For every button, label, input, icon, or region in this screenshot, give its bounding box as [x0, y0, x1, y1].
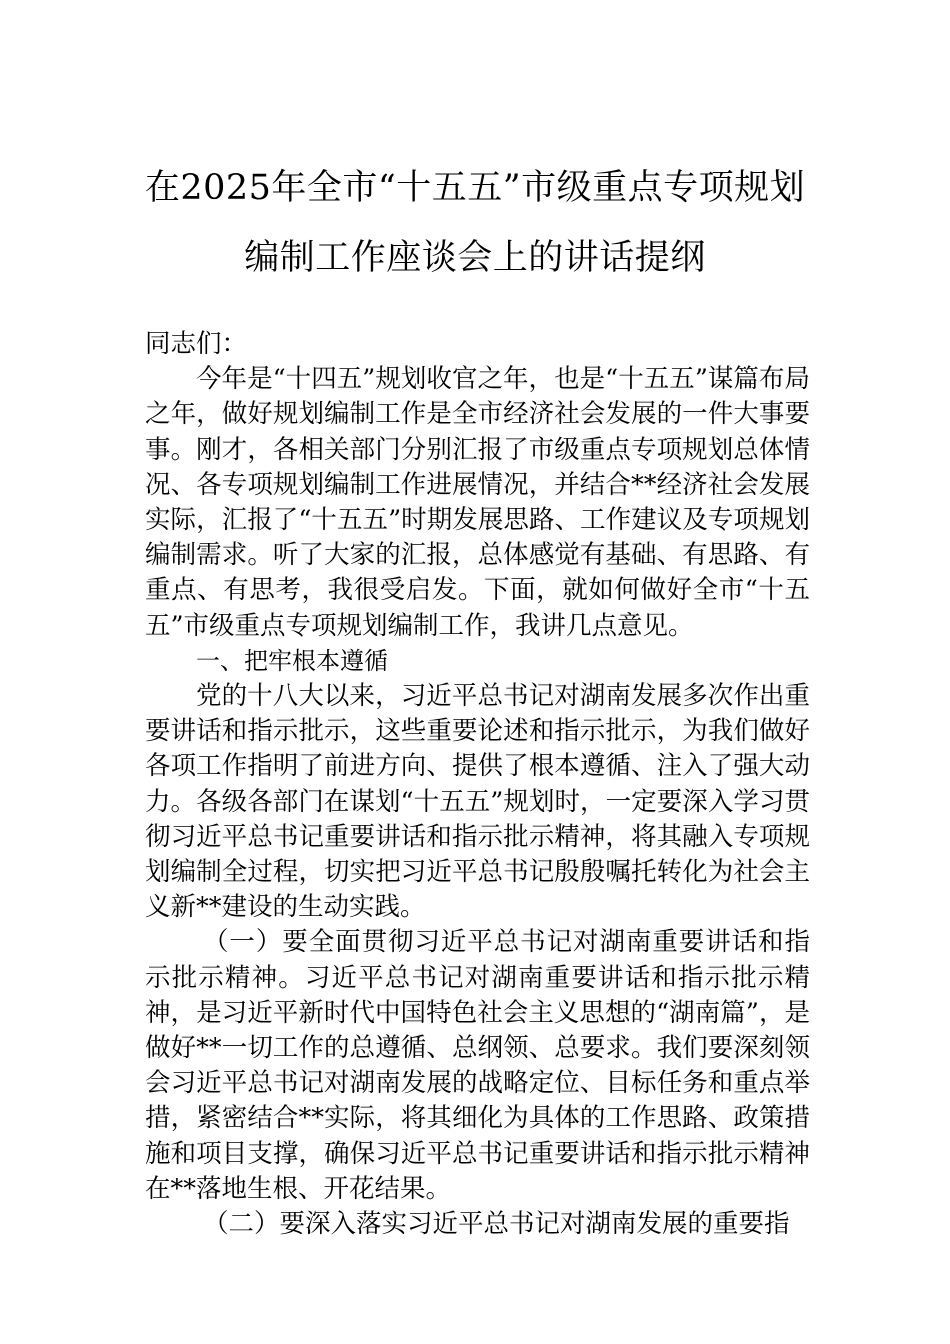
section-heading-1: 一、把牢根本遵循: [196, 646, 388, 675]
paragraph-subsection-2: （二）要深入落实习近平总书记对湖南发展的重要指: [203, 1209, 790, 1240]
document-body: [145, 327, 810, 1242]
salutation: 同志们：: [145, 329, 248, 359]
paragraph-section-1: 党的十八大以来，习近平总书记对湖南发展多次作出重要讲话和指示批示，这些重要论述和指示批示，为我们做好各项工作指明了前进方向、提供了根本遵循、注入了强大动力。各级各部门在谋划“十五五”规划时，一定要深入学习贯彻习近平总书记重要讲话和指示批示精神，将其融入专项规划编制全过程，切实把习近平总书记殷殷嘱托转化为社会主义新**建设的生动实践。: [145, 681, 810, 923]
document-title-line-2: 编制工作座谈会上的讲话提纲: [244, 238, 706, 278]
paragraph-subsection-1: （一）要全面贯彻习近平总书记对湖南重要讲话和指示批示精神。习近平总书记对湖南重要讲话和指示批示精神，是习近平新时代中国特色社会主义思想的“湖南篇”，是做好**一切工作的总遵循、总纲领、总要求。我们要深刻领会习近平总书记对湖南发展的战略定位、目标任务和重点举措，紧密结合**实际，将其细化为具体的工作思路、政策措施和项目支撑，确保习近平总书记重要讲话和指示批示精神在**落地生根、开花结果。: [145, 927, 810, 1204]
document-title-line-1: 在2025年全市“十五五”市级重点专项规划: [144, 168, 806, 208]
paragraph-intro: 今年是“十四五”规划收官之年，也是“十五五”谋篇布局之年，做好规划编制工作是全市经济社会发展的一件大事要事。刚才，各相关部门分别汇报了市级重点专项规划总体情况、各专项规划编制工作进展情况，并结合**经济社会发展实际，汇报了“十五五”时期发展思路、工作建议及专项规划编制需求。听了大家的汇报，总体感觉有基础、有思路、有重点、有思考，我很受启发。下面，就如何做好全市“十五五”市级重点专项规划编制工作，我讲几点意见。: [145, 364, 810, 641]
